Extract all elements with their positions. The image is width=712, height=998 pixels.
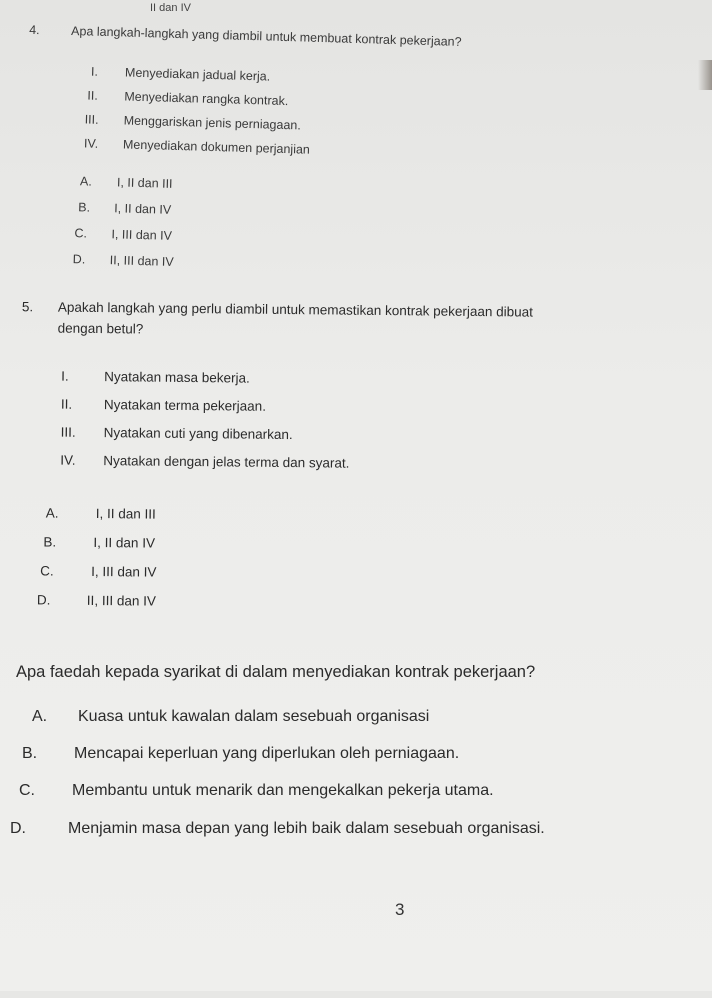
q5-number: 5. (21, 299, 34, 315)
q4-option-letter: B. (78, 200, 91, 215)
q4-option-text: I, II dan IV (114, 201, 172, 217)
q4-option-letter: C. (74, 226, 88, 241)
q5-option-text: II, III dan IV (86, 592, 156, 609)
q5-statement-text: Nyatakan terma pekerjaan. (103, 397, 267, 414)
q6-option-letter: B. (22, 745, 38, 762)
q4-statement-roman: II. (87, 88, 98, 103)
q4-option-letter: D. (72, 252, 86, 267)
q5-option-text: I, II dan IV (93, 534, 156, 551)
q5-statement-roman: IV. (60, 452, 76, 468)
q5-option-text: I, II dan III (95, 506, 156, 522)
page-fold-shadow (698, 60, 712, 90)
q6-option-text: Kuasa untuk kawalan dalam sesebuah organisasi (78, 708, 430, 725)
q5-option-letter: B. (43, 534, 57, 550)
q4-statement-roman: IV. (83, 136, 99, 151)
q5-statement-text: Nyatakan masa bekerja. (104, 369, 250, 386)
q5-option-letter: A. (45, 505, 59, 521)
q5-option-text: I, III dan IV (91, 563, 157, 580)
q4-statement-text: Menyediakan jadual kerja. (124, 65, 271, 84)
q5-option-letter: D. (36, 592, 51, 608)
q5-statement-roman: III. (60, 424, 76, 440)
q4-option-text: I, II dan III (116, 175, 173, 191)
q4-number: 4. (28, 22, 40, 38)
q6-option-text: Mencapai keperluan yang diperlukan oleh perniagaan. (74, 745, 460, 762)
q4-statement-text: Menyediakan rangka kontrak. (124, 89, 289, 109)
q5-question-line1: Apakah langkah yang perlu diambil untuk memastikan kontrak pekerjaan dibuat (57, 299, 534, 320)
q5-statement-roman: II. (60, 396, 73, 412)
q4-question: Apa langkah-langkah yang diambil untuk membuat kontrak pekerjaan? (70, 24, 462, 49)
page-number: 3 (395, 900, 405, 919)
q4-statement-roman: I. (90, 64, 99, 79)
header-fragment: II dan IV (150, 2, 191, 14)
q5-option-letter: C. (40, 563, 54, 579)
q4-statement-text: Menyediakan dokumen perjanjian (122, 137, 311, 157)
q4-statement-roman: III. (84, 112, 99, 127)
q6-option-letter: C. (19, 782, 35, 799)
q4-option-text: I, III dan IV (111, 227, 173, 243)
q5-statement-text: Nyatakan cuti yang dibenarkan. (103, 425, 293, 443)
q6-question: Apa faedah kepada syarikat di dalam menyediakan kontrak pekerjaan? (16, 663, 536, 681)
q4-option-text: II, III dan IV (109, 253, 174, 269)
q6-option-letter: D. (10, 820, 26, 837)
q5-question-line2: dengan betul? (57, 320, 144, 337)
q5-statement-text: Nyatakan dengan jelas terma dan syarat. (103, 453, 350, 471)
q4-option-letter: A. (79, 174, 92, 189)
q6-option-letter: A. (32, 708, 48, 725)
q4-statement-text: Menggariskan jenis perniagaan. (123, 113, 302, 133)
q6-option-text: Membantu untuk menarik dan mengekalkan pekerja utama. (72, 782, 494, 799)
q5-statement-roman: I. (61, 368, 69, 384)
q6-option-text: Menjamin masa depan yang lebih baik dalam sesebuah organisasi. (68, 820, 545, 837)
